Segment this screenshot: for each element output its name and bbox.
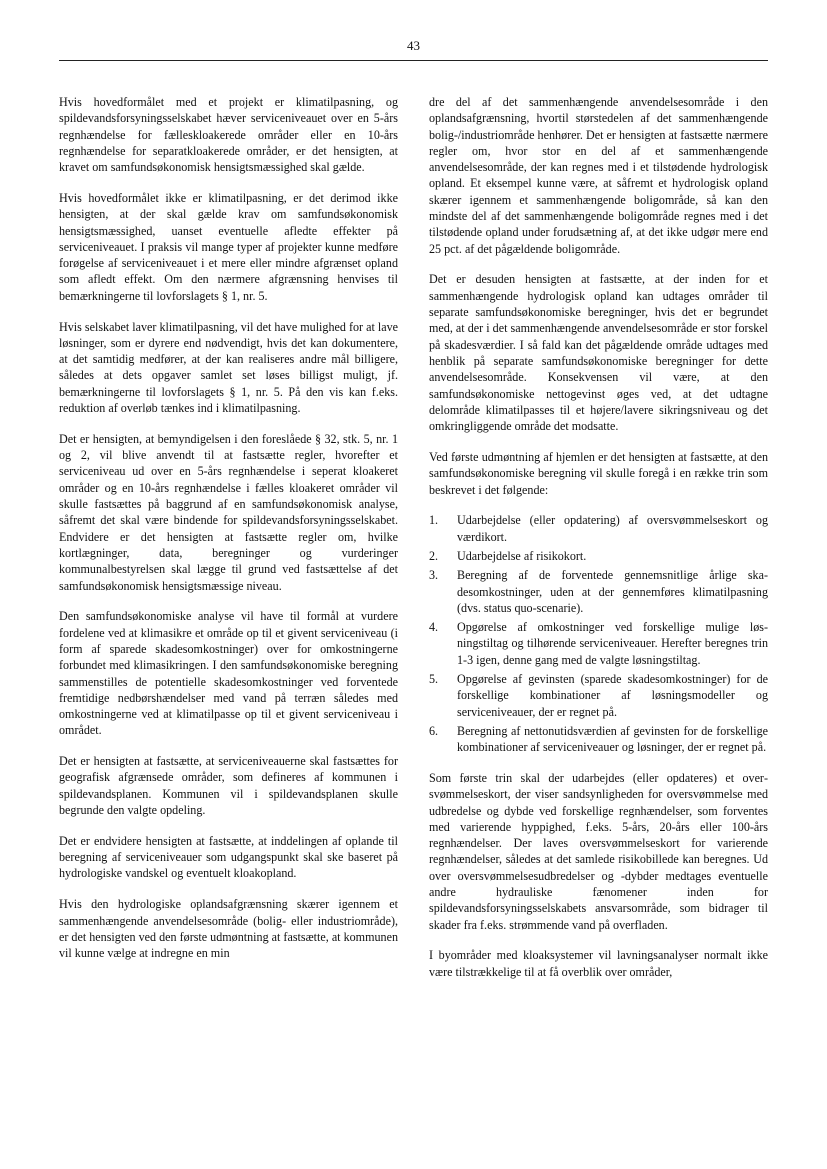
- list-item-number: 2.: [429, 548, 439, 563]
- list-item: [429, 671, 768, 720]
- paragraph: Hvis hovedformålet med et projekt er klimatilpasning, og spildevandsforsyningsselskabet hæver serviceniveauet over en 5-års regnhændelse for fælleskloakerede områder eller en 10-års regnhændelse for separatkloakerede områder, er det hensigten, at kravet om samfundsøkonomisk hensigtsmæssighed skal gælde.: [59, 95, 398, 175]
- paragraph: Det er endvidere hensigten at fastsætte, at inddelingen af oplande til beregning af serviceniveauer som udgangspunkt skal ske baseret på hydrologiske vandskel og eventuelt kloakopland.: [59, 833, 398, 881]
- right-column: [429, 94, 768, 995]
- paragraph: Den samfundsøkonomiske analyse vil have til formål at vurdere fordelene ved at klimasikre et område op til et givent serviceniveau (i form af sparede skadesomkostninger) over for omkostningerne forbundet med klimasikringen. I den samfundsøkonomiske beregning sammenstilles de potentielle skadesomkostninger ved forventede fremtidige nedbørshændelser med vand på terræn således med omkostningerne ved at klimatilpasse op til et givent serviceniveau i området.: [59, 609, 398, 738]
- list-item-text: Beregning af de forventede gennemsnitlige årlige skadesomkostninger, uden at der gennemføres klimatilpasning (dvs. status quo-scenarie).: [457, 568, 768, 615]
- list-item-number: 4.: [429, 620, 439, 635]
- paragraph: Hvis selskabet laver klimatilpasning, vil det have mulighed for at lave løsninger, som er dyrere end nødvendigt, hvis det kan dokumentere, at det samtidig medfører, at der kan realiseres andre mål billigere, således at dets opgaver samlet set løses billigst muligt, jf. bemærkningerne til lovforslagets § 1, nr. 5. På den vis kan f.eks. reduktion af overløb tænkes ind i klimatilpasning.: [59, 319, 398, 416]
- left-column: [59, 94, 398, 976]
- list-item: [429, 723, 768, 756]
- paragraph: Det er hensigten, at bemyndigelsen i den foreslåede § 32, stk. 5, nr. 1 og 2, vil blive anvendt til at fastsætte regler, hvorefter et serviceniveau ud over en 5-års regnhændelse i seperat kloakeret områder og en 10-års regnhændelse i fælles kloakeret områder vil skulle fastsættes på baggrund af en samfundsøkonomisk analyse, såfremt det skal være bindende for spildevandsforsyningsselskabet. Endvidere er det hensigten at fastsætte regler om, hvilke kortlægninger, data, beregninger og vurderinger kommunalbestyrelsen skal lægge til grund ved fastsættelse af det samfundsøkonomisk hensigtsmæssige niveau.: [59, 431, 398, 593]
- paragraph: Hvis hovedformålet ikke er klimatilpasning, er det derimod ikke hensigten, at der skal gælde krav om samfundsøkonomisk hensigtsmæssighed, uanset eventuelle afledte effekter på serviceniveauet. I praksis vil mange typer af projekter kunne medføre forøgelse af serviceniveauet i et mere eller mindre afgrænset opland som afledt effekt. Om den nærmere afgrænsning henvises til bemærkningerne til lovforslagets § 1, nr. 5.: [59, 190, 398, 303]
- header-rule: [59, 60, 768, 61]
- list-item: [429, 548, 768, 564]
- steps-list: [429, 512, 768, 755]
- list-item-text: Opgørelse af omkostninger ved forskellige mulige løsningstiltag og tilhørende serviceniveauer. Herefter beregnes trin 1-3 igen, denne gang med de valgte løsningstiltag.: [457, 620, 768, 667]
- list-item-number: 3.: [429, 568, 439, 583]
- list-item: [429, 512, 768, 545]
- list-item-number: 5.: [429, 672, 439, 686]
- list-item-text: Udarbejdelse af risikokort.: [457, 548, 587, 563]
- page-number: 43: [407, 38, 420, 53]
- paragraph: Hvis den hydrologiske oplandsafgrænsning skærer igennem et sammenhængende anvendelsesområde (bolig- eller industriområde), er det hensigten ved den første udmøntning at fastsætte, at kommunen vil kunne vælge at indregne en min: [59, 897, 398, 961]
- paragraph: Som første trin skal der udarbejdes (eller opdateres) et oversvømmelseskort, der viser sandsynligheden for oversvømmelse med udbredelse og dybde ved forskellige regnhændelser, som forventes med varierende hyppighed, f.eks. 5-års, 20-års eller 100-års regnhændelser. Der laves oversvømmelseskort for varierende regnhændelser, således at det samlede risikobillede kan beregnes. Ud over oversvømmelsesudbredelser og -dybder medtages eventuelle andre hydrauliske fænomener inden for spildevandsforsyningsselskabets ansvarsområde, som bidrager til skader fra f.eks. strømmende vand på overfladen.: [429, 770, 768, 932]
- list-item: [429, 567, 768, 616]
- list-item: [429, 619, 768, 668]
- list-item-text: Beregning af nettonutidsværdien af gevinsten for de forskellige kombinationer af serviceniveauer og løsninger, der er regnet på.: [457, 723, 768, 755]
- list-item-number: 6.: [429, 723, 439, 738]
- paragraph: I byområder med kloaksystemer vil lavningsanalyser normalt ikke være tilstrækkelige til at få overblik over områder,: [429, 948, 768, 979]
- list-item-text: Opgørelse af gevinsten (sparede skadesomkostninger) for de forskellige kombinationer af løsningsmodeller og serviceniveauer, der er regnet på.: [457, 672, 768, 719]
- paragraph: Det er hensigten at fastsætte, at serviceniveauerne skal fastsættes for geografisk afgrænsede områder, som defineres af kommunen i spildevandsplanen. Kommunen vil i spildevandsplanen skulle begrunde den valgte opdeling.: [59, 754, 398, 818]
- list-item-number: 1.: [429, 513, 439, 528]
- paragraph: dre del af det sammenhængende anvendelsesområde i den oplandsafgrænsning, hvortil størstedelen af det sammenhængende bolig-/industriområde henhører. Det er hensigten at fastsætte nærmere regler om, hvor stor en del af et sammenhængende anvendelsesområde, der kan regnes med i et tilstødende hydrologisk opland. Et eksempel kunne være, at såfremt et hydrologisk opland skærer igennem et sammenhængende boligområde, så kan den mindste del af det sammenhængende boligområde regnes med i det tilstødende opland under forudsætning af, at det ikke udgør mere end 25 pct. af det pågældende boligområde.: [429, 95, 768, 256]
- list-item-text: Udarbejdelse (eller opdatering) af oversvømmelseskort og værdikort.: [457, 513, 768, 544]
- paragraph: Det er desuden hensigten at fastsætte, at der inden for et sammenhængende hydrologisk opland kan udtages områder til separate samfundsøkonomiske beregninger, hvis det er begrundet med, at der i det sammenhængende anvendelsesområde er stor forskel på skadesværdier. I så fald kan det pågældende område udtages med henblik på separate samfundsøkonomiske beregninger for dette anvendelsesområde. Konsekvensen vil være, at den samfundsøkonomiske nettogevinst øges ved, at det udtagne delområde klimatilpasses til et højere/lavere sikringsniveau og det omkringliggende område det modsatte.: [429, 272, 768, 434]
- paragraph: Ved første udmøntning af hjemlen er det hensigten at fastsætte, at den samfundsøkonomiske beregning vil skulle foregå i en række trin som beskrevet i det følgende:: [429, 449, 768, 497]
